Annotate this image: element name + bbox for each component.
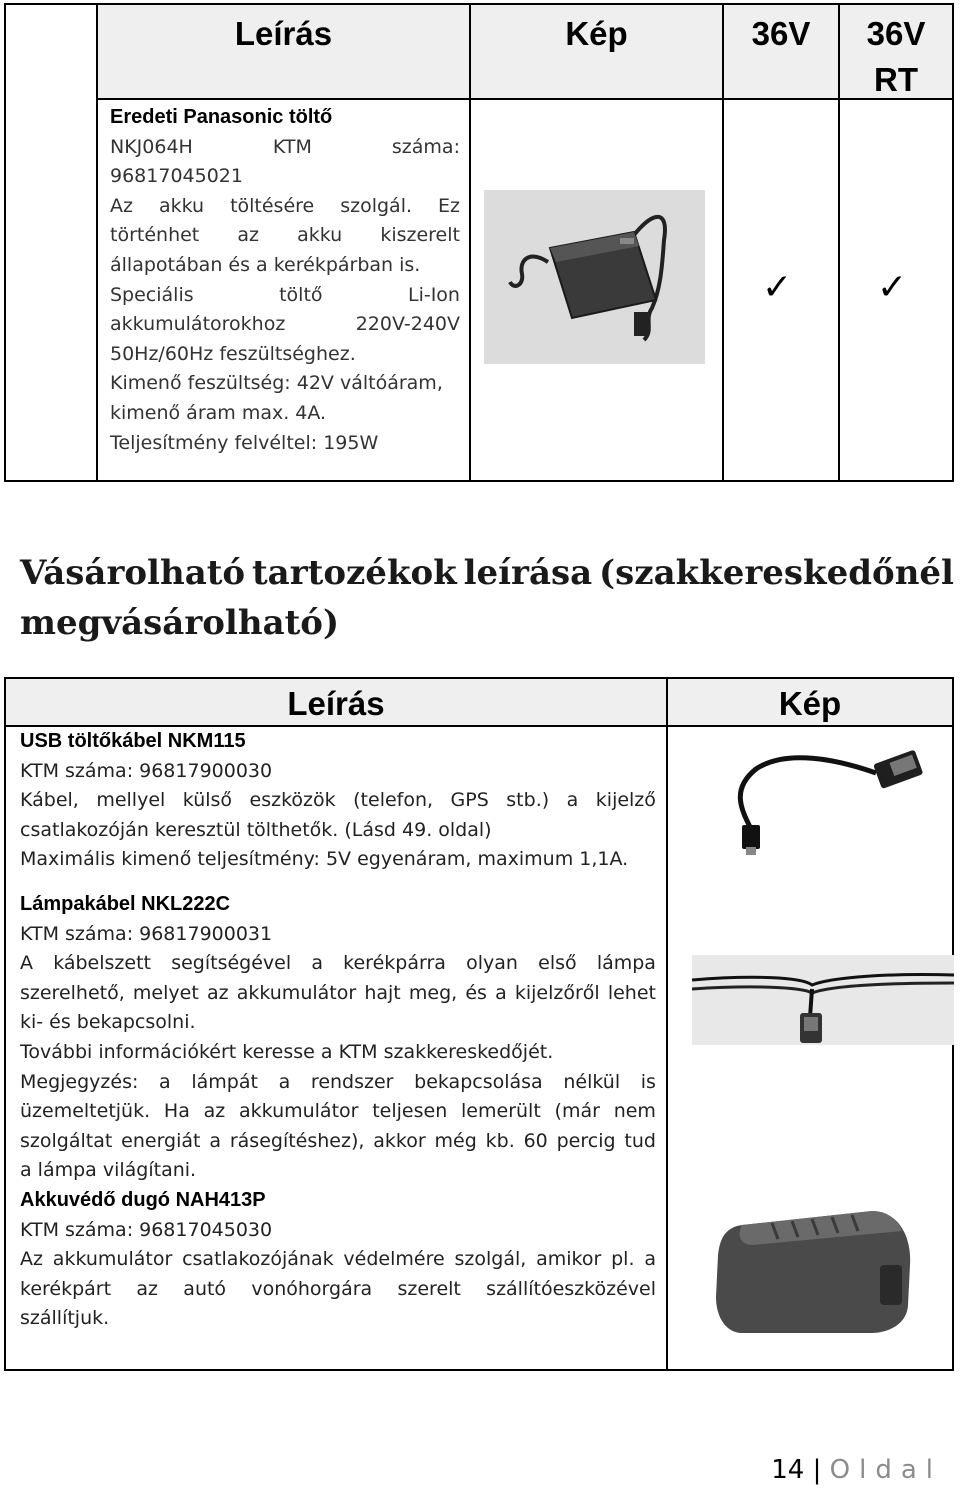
word: GPS [450, 789, 489, 812]
word: a [159, 1070, 171, 1093]
word: száma: [391, 135, 460, 158]
header-image: Kép [778, 685, 842, 722]
word: szolgál. [340, 194, 413, 217]
word: kijelző [595, 789, 656, 812]
text-line: Maximális kimenő teljesítmény: 5V egyenáram, maximum 1,1A. [20, 848, 629, 871]
accessory-title: Lámpakábel NKL222C [20, 892, 231, 915]
word: Az [110, 194, 133, 217]
accessory-item [20, 890, 656, 1186]
charger-table [4, 3, 954, 482]
word: kerékpárra [343, 952, 446, 975]
heading-word: tartozékok [251, 553, 457, 593]
word: segítségével [171, 952, 292, 975]
heading-word: (szakkereskedőnél [599, 553, 954, 593]
text-line: ki- és bekapcsolni. [20, 1011, 196, 1034]
heading-word: Vásárolható [20, 553, 246, 593]
header-36v: 36V [751, 15, 811, 52]
heading-line-2: megvásárolható) [20, 603, 340, 643]
text-line [20, 1127, 656, 1157]
word: stb.) [506, 789, 550, 812]
word: pl. [611, 1248, 635, 1271]
accessories-list [20, 727, 656, 1334]
word: az [206, 981, 229, 1004]
battery-plug-image [712, 1205, 922, 1339]
word: kijelzőről [514, 981, 600, 1004]
word: csatlakozójának [182, 1248, 334, 1271]
word: is [640, 1070, 656, 1093]
word: lemerült [461, 1100, 541, 1123]
word: az [237, 224, 259, 247]
word: 60 [523, 1129, 548, 1152]
check-icon-36v-rt: ✓ [877, 267, 908, 308]
header-36v-rt-part: RT [874, 61, 918, 98]
word: eszközök [249, 789, 336, 812]
footer-separator: | [812, 1455, 822, 1485]
usb-cable-image [726, 749, 926, 861]
word: autó [183, 1277, 227, 1300]
accessory-title: Akkuvédő dugó NAH413P [20, 1188, 266, 1211]
word: a [278, 1070, 291, 1093]
word: lámpát [191, 1070, 258, 1093]
word: energiát [121, 1129, 201, 1152]
word: az [203, 1100, 226, 1123]
text-line: csatlakozóján keresztül tölthetők. (Lásd 49. oldal) [20, 818, 492, 841]
word: A [20, 952, 33, 975]
text-line [110, 310, 460, 340]
word: Li-Ion [407, 283, 460, 306]
header-description: Leírás [287, 685, 385, 722]
word: még [434, 1129, 477, 1152]
word: történhet [110, 224, 200, 247]
word: hajt [364, 981, 401, 1004]
word: szerelt [397, 1277, 461, 1300]
word: lámpa [596, 952, 656, 975]
heading-line-1 [20, 548, 954, 598]
word: szállítóeszközével [486, 1277, 656, 1300]
text-line: a lámpa világítani. [20, 1159, 197, 1182]
header-36v-rt-part: 36V [866, 15, 926, 52]
word: üzemeltetjük. [20, 1100, 151, 1123]
word: Kábel, [20, 789, 79, 812]
check-icon-36v: ✓ [762, 267, 793, 308]
word: Megjegyzés: [20, 1070, 139, 1093]
word: rendszer [310, 1070, 394, 1093]
text-line [20, 979, 656, 1009]
word: védelmére [343, 1248, 445, 1271]
word: olyan [466, 952, 518, 975]
text-line [110, 192, 460, 222]
text-line [110, 221, 460, 251]
word: tud [624, 1129, 656, 1152]
lamp-cable-image [692, 955, 954, 1045]
word: töltő [279, 283, 323, 306]
word: a [644, 1248, 656, 1271]
word: Az [20, 1248, 43, 1271]
section-heading [20, 548, 954, 648]
word: 220V-240V [355, 313, 460, 336]
text-line [20, 1275, 656, 1305]
word: (telefon, [353, 789, 434, 812]
word: akkor [373, 1129, 426, 1152]
text-line [20, 786, 656, 816]
word: NKJ064H [110, 135, 193, 158]
word: a [495, 981, 507, 1004]
word: és [465, 981, 487, 1004]
header-description: Leírás [234, 15, 333, 52]
accessory-item [20, 1186, 656, 1334]
word: Speciális [110, 283, 194, 306]
word: a [566, 789, 579, 812]
charger-title: Eredeti Panasonic töltő [110, 106, 333, 128]
text-line: KTM száma: 96817900031 [20, 922, 273, 945]
text-line [20, 1068, 656, 1098]
word: a [209, 1129, 221, 1152]
text-line: További információkért keresse a KTM szakkereskedőjét. [20, 1040, 554, 1063]
text-line [20, 1245, 656, 1275]
text-line: Kimenő feszültség: 42V váltóáram, [110, 372, 443, 395]
word: amikor [536, 1248, 602, 1271]
word: Ha [163, 1100, 190, 1123]
word: nem [613, 1100, 656, 1123]
word: kábelszett [53, 952, 151, 975]
word: KTM [272, 135, 312, 158]
word: az [136, 1277, 158, 1300]
text-line: szállítjuk. [20, 1307, 110, 1330]
spacer [20, 875, 656, 890]
word: Ez [438, 194, 460, 217]
word: lehet [607, 981, 656, 1004]
text-line: 50Hz/60Hz feszültséghez. [110, 342, 356, 365]
word: melyet [132, 981, 199, 1004]
text-line: 96817045021 [110, 165, 243, 188]
word: bekapcsolása [414, 1070, 543, 1093]
text-line: állapotában és a kerékpárban is. [110, 253, 421, 276]
word: akkumulátor [239, 1100, 359, 1123]
text-line [20, 1097, 656, 1127]
word: a [311, 952, 323, 975]
column-divider [666, 679, 668, 1369]
charger-description [110, 103, 460, 458]
text-line [20, 949, 656, 979]
word: töltésére [230, 194, 315, 217]
word: kiszerelt [380, 224, 460, 247]
accessory-item [20, 727, 656, 875]
page-number: 14 [771, 1455, 805, 1485]
header-image: Kép [565, 15, 628, 52]
text-line: kimenő áram max. 4A. [110, 401, 327, 424]
word: akkumulátor [236, 981, 357, 1004]
heading-word: leírása [463, 553, 593, 593]
text-line [110, 281, 460, 311]
word: teljesen [372, 1100, 448, 1123]
word: szerelhető, [20, 981, 125, 1004]
text-line [110, 133, 460, 163]
charger-text [110, 133, 460, 459]
word: kerékpárt [20, 1277, 112, 1300]
word: kb. [485, 1129, 515, 1152]
text-line: Teljesítmény felvéltel: 195W [110, 431, 379, 454]
word: szolgál, [454, 1248, 527, 1271]
word: (már [554, 1100, 600, 1123]
word: akku [158, 194, 205, 217]
accessory-title: USB töltőkábel NKM115 [20, 730, 246, 752]
word: akku [297, 224, 343, 247]
charger-image [484, 190, 705, 364]
text-line: KTM száma: 96817900030 [20, 759, 273, 782]
word: rásegítéshez), [229, 1129, 365, 1152]
word: vonóhorgára [251, 1277, 373, 1300]
word: szolgáltat [20, 1129, 113, 1152]
word: nélkül [563, 1070, 621, 1093]
accessories-table [4, 677, 954, 1371]
text-line: KTM száma: 96817045030 [20, 1218, 273, 1241]
header-36v-rt [840, 5, 952, 100]
word: mellyel [96, 789, 166, 812]
word: meg, [408, 981, 458, 1004]
page-label: Oldal [829, 1455, 942, 1485]
page-footer [771, 1450, 942, 1490]
word: első [538, 952, 577, 975]
word: akkumulátorokhoz [110, 313, 286, 336]
word: akkumulátor [52, 1248, 173, 1271]
word: külső [182, 789, 233, 812]
word: percig [556, 1129, 616, 1152]
